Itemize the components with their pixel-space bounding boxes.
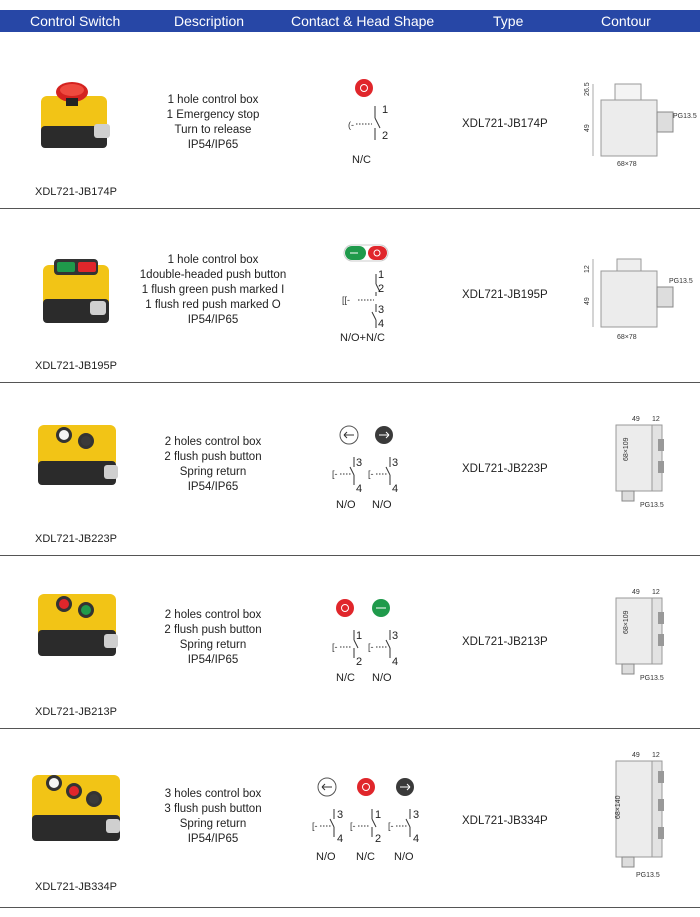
terminal-label: 4	[392, 656, 399, 668]
contact-type-label: N/C	[356, 851, 375, 863]
product-photo-jb334p	[30, 769, 126, 851]
svg-text:49: 49	[632, 589, 640, 596]
contour-drawing-jb213p	[596, 586, 696, 686]
type-code: XDL721-JB334P	[462, 815, 548, 827]
svg-text:26.5: 26.5	[584, 82, 591, 96]
terminal-label: 2	[375, 833, 382, 845]
svg-text:[[-: [[-	[342, 295, 350, 305]
contact-type-label: N/O	[336, 499, 356, 511]
product-code: XDL721-JB213P	[35, 706, 117, 718]
svg-text:12: 12	[652, 589, 660, 596]
type-code: XDL721-JB223P	[462, 463, 548, 475]
contact-type-label: N/C	[336, 672, 355, 684]
svg-text:[-: [-	[350, 821, 356, 831]
type-code: XDL721-JB195P	[462, 289, 548, 301]
description: 1 hole control box 1double-headed push button 1 flush green push marked I 1 flush red push marked O IP54/IP65	[139, 254, 287, 326]
contour-drawing-jb174p	[585, 82, 695, 172]
terminal-label: 3	[392, 630, 399, 642]
terminal-label: 3	[378, 304, 385, 316]
table-row	[0, 556, 700, 729]
svg-text:12: 12	[652, 416, 660, 423]
svg-text:12: 12	[584, 265, 591, 273]
table-row	[0, 209, 700, 383]
contact-type-label: N/O	[316, 851, 336, 863]
product-code: XDL721-JB195P	[35, 360, 117, 372]
terminal-label: 2	[382, 130, 389, 142]
contact-diagram-no-nc	[340, 242, 400, 332]
svg-text:12: 12	[652, 752, 660, 759]
terminal-label: 3	[413, 809, 420, 821]
type-code: XDL721-JB174P	[462, 118, 548, 130]
terminal-label: 3	[356, 457, 363, 469]
svg-text:68×109: 68×109	[623, 610, 630, 634]
terminal-label: 4	[356, 483, 363, 495]
terminal-label: 3	[392, 457, 399, 469]
contact-type-label: N/C	[352, 154, 371, 166]
svg-text:PG13.5: PG13.5	[636, 872, 660, 879]
header-contact: Contact & Head Shape	[291, 13, 435, 29]
svg-text:68×109: 68×109	[623, 437, 630, 461]
table-row	[0, 32, 700, 209]
terminal-label: 3	[337, 809, 344, 821]
svg-text:[-: [-	[368, 642, 374, 652]
terminal-label: 2	[378, 283, 385, 295]
description: 2 holes control box 2 flush push button Spring return IP54/IP65	[164, 436, 262, 493]
svg-text:PG13.5: PG13.5	[669, 278, 693, 285]
terminal-label: 4	[413, 833, 420, 845]
contact-diagram-nc	[340, 76, 390, 156]
contact-type-label: N/O	[394, 851, 414, 863]
svg-text:49: 49	[584, 124, 591, 132]
contour-drawing-jb334p	[596, 749, 696, 889]
svg-text:PG13.5: PG13.5	[673, 113, 697, 120]
header-type: Type	[493, 13, 524, 29]
svg-text:49: 49	[584, 297, 591, 305]
terminal-label: 1	[382, 104, 389, 116]
product-photo-jb195p	[40, 249, 120, 329]
terminal-label: 1	[356, 630, 363, 642]
table-row	[0, 729, 700, 908]
product-code: XDL721-JB174P	[35, 186, 117, 198]
table-header	[0, 10, 700, 32]
contour-drawing-jb223p	[596, 413, 696, 513]
svg-text:PG13.5: PG13.5	[640, 502, 664, 509]
product-photo-jb174p	[38, 74, 118, 154]
svg-text:68×78: 68×78	[617, 161, 637, 168]
svg-text:[-: [-	[312, 821, 318, 831]
svg-text:[-: [-	[388, 821, 394, 831]
contact-diagram-no-nc-no	[310, 775, 430, 855]
table-row	[0, 383, 700, 556]
header-description: Description	[174, 13, 245, 29]
terminal-label: 4	[337, 833, 344, 845]
svg-text:49: 49	[632, 416, 640, 423]
contact-type-label: N/O	[372, 672, 392, 684]
contact-type-label: N/O+N/C	[340, 332, 385, 344]
header-contour: Contour	[601, 13, 651, 29]
terminal-label: 1	[375, 809, 382, 821]
svg-text:49: 49	[632, 752, 640, 759]
description: 3 holes control box 3 flush push button Spring return IP54/IP65	[164, 788, 262, 845]
svg-text:68×78: 68×78	[617, 334, 637, 341]
contour-drawing-jb195p	[585, 257, 695, 347]
type-code: XDL721-JB213P	[462, 636, 548, 648]
svg-text:[-: [-	[332, 469, 338, 479]
description: 1 hole control box 1 Emergency stop Turn to release IP54/IP65	[166, 94, 260, 151]
description: 2 holes control box 2 flush push button Spring return IP54/IP65	[164, 609, 262, 666]
svg-text:PG13.5: PG13.5	[640, 675, 664, 682]
terminal-label: 1	[378, 269, 385, 281]
terminal-label: 4	[392, 483, 399, 495]
svg-text:(-: (-	[348, 120, 354, 130]
product-code: XDL721-JB223P	[35, 533, 117, 545]
header-control-switch: Control Switch	[30, 13, 121, 29]
product-photo-jb223p	[36, 421, 122, 491]
product-photo-jb213p	[36, 588, 122, 662]
product-code: XDL721-JB334P	[35, 881, 117, 893]
svg-text:[-: [-	[332, 642, 338, 652]
svg-text:[-: [-	[368, 469, 374, 479]
terminal-label: 4	[378, 318, 385, 330]
contact-type-label: N/O	[372, 499, 392, 511]
svg-text:68×140: 68×140	[615, 795, 622, 819]
terminal-label: 2	[356, 656, 363, 668]
